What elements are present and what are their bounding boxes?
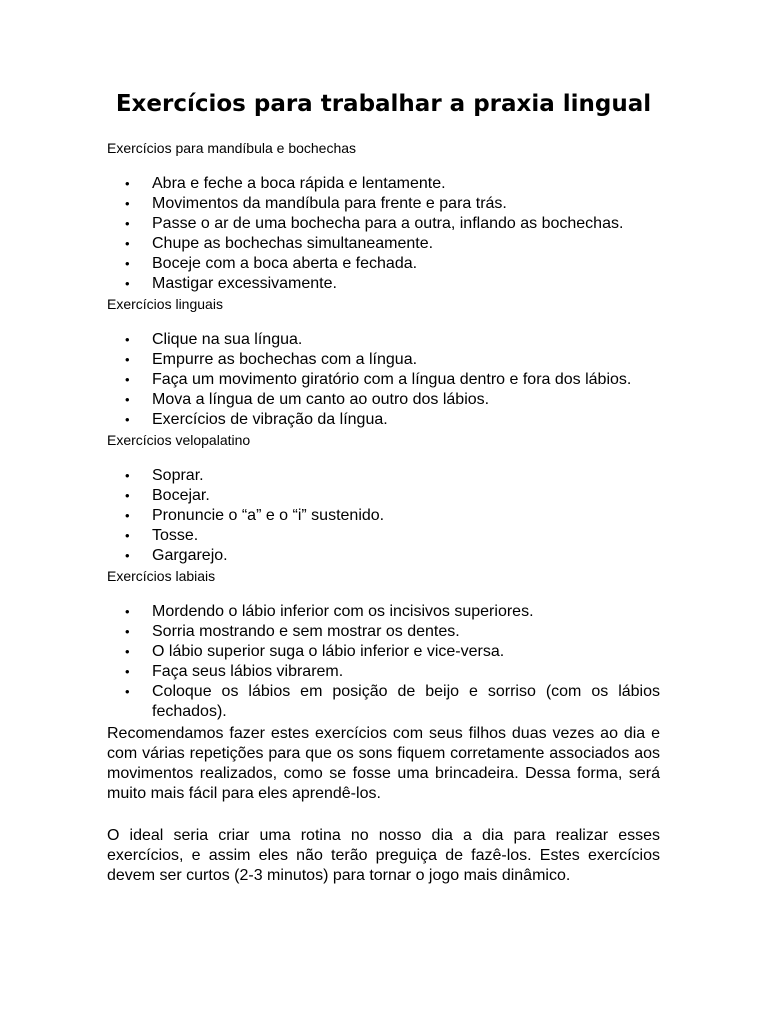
list-item: • Gargarejo. xyxy=(125,547,228,564)
bullet-list xyxy=(107,174,660,294)
bullet-icon: • xyxy=(125,624,130,639)
list-item: • Bocejar. xyxy=(125,487,210,504)
document-title: Exercícios para trabalhar a praxia lingual xyxy=(115,91,652,117)
paragraph-routine: O ideal seria criar uma rotina no nosso dia a dia para realizar esses exercícios, e assim eles não terão preguiça de fazê-los. Estes exercícios devem ser curtos (2-3 minutos) para tornar o jogo mais dinâmico. xyxy=(107,827,660,884)
bullet-icon: • xyxy=(125,684,130,699)
bullet-icon: • xyxy=(125,196,130,211)
bullet-icon: • xyxy=(125,352,130,367)
bullet-icon: • xyxy=(125,236,130,251)
list-item: • Faça seus lábios vibrarem. xyxy=(125,663,344,680)
list-item: • Exercícios de vibração da língua. xyxy=(125,411,388,428)
list-item: • Mova a língua de um canto ao outro dos lábios. xyxy=(125,391,490,408)
bullet-icon: • xyxy=(125,412,130,427)
bullet-icon: • xyxy=(125,528,130,543)
bullet-icon: • xyxy=(125,216,130,231)
bullet-list xyxy=(107,602,660,722)
section-label: Exercícios labiais xyxy=(107,568,216,584)
list-item: • Sorria mostrando e sem mostrar os dentes. xyxy=(125,623,460,640)
bullet-icon: • xyxy=(125,256,130,271)
section-linguais xyxy=(107,296,660,430)
bullet-icon: • xyxy=(125,392,130,407)
list-item: • Tosse. xyxy=(125,527,199,544)
list-item: • Mastigar excessivamente. xyxy=(125,275,337,292)
bullet-icon: • xyxy=(125,548,130,563)
bullet-icon: • xyxy=(125,332,130,347)
bullet-icon: • xyxy=(125,276,130,291)
bullet-icon: • xyxy=(125,508,130,523)
list-item: • Clique na sua língua. xyxy=(125,331,303,348)
bullet-icon: • xyxy=(125,468,130,483)
list-item: • Chupe as bochechas simultaneamente. xyxy=(125,235,434,252)
document-page xyxy=(107,90,660,908)
bullet-icon: • xyxy=(125,604,130,619)
bullet-list xyxy=(107,466,660,566)
list-item: • Abra e feche a boca rápida e lentamente. xyxy=(125,175,446,192)
list-item: • Mordendo o lábio inferior com os incisivos superiores. xyxy=(125,603,534,620)
list-item: • Passe o ar de uma bochecha para a outra, inflando as bochechas. xyxy=(125,215,624,232)
section-label: Exercícios linguais xyxy=(107,296,223,312)
section-mandibula xyxy=(107,140,660,294)
bullet-icon: • xyxy=(125,644,130,659)
list-item: • Boceje com a boca aberta e fechada. xyxy=(125,255,418,272)
list-item: • O lábio superior suga o lábio inferior e vice-versa. xyxy=(125,643,505,660)
bullet-icon: • xyxy=(125,664,130,679)
list-item: • Coloque os lábios em posição de beijo e sorriso (com os lábios fechados). xyxy=(125,683,660,720)
list-item: • Soprar. xyxy=(125,467,204,484)
list-item: • Movimentos da mandíbula para frente e para trás. xyxy=(125,195,507,212)
list-item: • Pronuncie o “a” e o “i” sustenido. xyxy=(125,507,385,524)
section-label: Exercícios para mandíbula e bochechas xyxy=(107,140,357,156)
section-velopalatino xyxy=(107,432,660,566)
section-labiais xyxy=(107,568,660,722)
section-label: Exercícios velopalatino xyxy=(107,432,251,448)
bullet-icon: • xyxy=(125,176,130,191)
bullet-list xyxy=(107,330,660,430)
bullet-icon: • xyxy=(125,488,130,503)
bullet-icon: • xyxy=(125,372,130,387)
paragraph-recommendation: Recomendamos fazer estes exercícios com seus filhos duas vezes ao dia e com várias repetições para que os sons fiquem corretamente associados aos movimentos realizados, como se fosse uma brincadeira. Dessa forma, será muito mais fácil para eles aprendê-los. xyxy=(107,725,660,802)
list-item: • Faça um movimento giratório com a língua dentro e fora dos lábios. xyxy=(125,371,632,388)
list-item: • Empurre as bochechas com a língua. xyxy=(125,351,418,368)
